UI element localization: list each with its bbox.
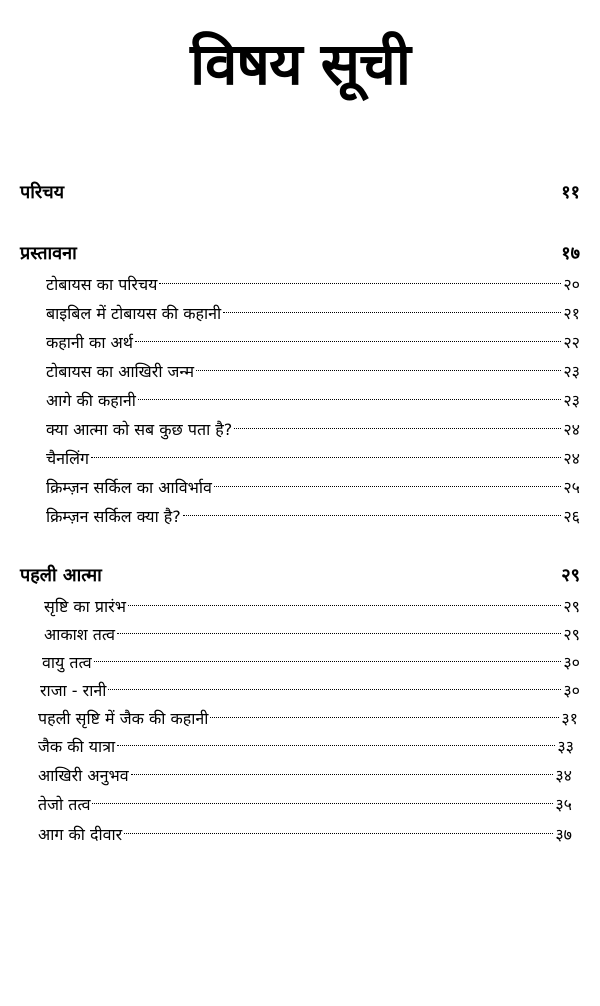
toc-section-pahli-aatma <box>0 562 600 844</box>
section-page-number: १७ <box>561 243 580 264</box>
entry-title: आग की दीवार <box>38 825 123 844</box>
toc-entry[interactable] <box>46 270 580 299</box>
toc-entry[interactable] <box>46 328 580 357</box>
dot-leader <box>108 689 561 690</box>
entry-title: टोबायस का आखिरी जन्म <box>46 362 195 381</box>
toc-entry[interactable] <box>44 592 580 621</box>
toc-entry[interactable] <box>38 704 578 733</box>
toc-entry[interactable] <box>44 620 580 649</box>
dot-leader <box>91 457 561 458</box>
dot-leader <box>94 661 562 662</box>
entry-title: आकाश तत्व <box>44 625 116 644</box>
toc-entry[interactable] <box>46 299 580 328</box>
toc-entry[interactable] <box>38 820 572 849</box>
entry-page-number: २५ <box>563 478 580 497</box>
entry-title: पहली सृष्टि में जैक की कहानी <box>38 709 209 728</box>
toc-section-prastavana <box>0 240 600 526</box>
dot-leader <box>196 370 561 371</box>
entry-title: सृष्टि का प्रारंभ <box>44 597 126 616</box>
entry-page-number: ३० <box>563 681 580 700</box>
entry-page-number: ३१ <box>561 709 578 728</box>
section-page-number: २९ <box>561 565 580 586</box>
entry-title: आगे की कहानी <box>46 391 136 410</box>
entry-page-number: ३५ <box>555 795 572 814</box>
toc-entry[interactable] <box>46 473 580 502</box>
entry-title: वायु तत्व <box>42 653 92 672</box>
entry-title: राजा - रानी <box>40 681 107 700</box>
entry-page-number: २१ <box>563 304 580 323</box>
entry-page-number: ३४ <box>555 766 572 785</box>
dot-leader <box>138 399 561 400</box>
toc-entry[interactable] <box>38 732 574 761</box>
entry-page-number: २४ <box>563 449 580 468</box>
dot-leader <box>159 283 561 284</box>
dot-leader <box>117 633 561 634</box>
toc-entry[interactable] <box>46 444 580 473</box>
toc-entry[interactable] <box>46 415 580 444</box>
page-title: विषय सूची <box>190 30 410 98</box>
toc-entry[interactable] <box>46 357 580 386</box>
dot-leader <box>214 486 561 487</box>
entry-page-number: २२ <box>563 333 580 352</box>
section-heading <box>0 562 600 590</box>
dot-leader <box>183 515 562 516</box>
dot-leader <box>210 717 559 718</box>
section-heading <box>0 179 600 207</box>
entry-title: बाइबिल में टोबायस की कहानी <box>46 304 222 323</box>
entry-title: कहानी का अर्थ <box>46 333 134 352</box>
toc-entry[interactable] <box>42 648 580 677</box>
section-page-number: ११ <box>561 182 580 203</box>
entry-title: चैनलिंग <box>46 449 90 468</box>
section-label: पहली आत्मा <box>20 565 102 586</box>
dot-leader <box>223 312 561 313</box>
toc-entry[interactable] <box>46 386 580 415</box>
dot-leader <box>135 341 561 342</box>
entry-title: क्या आत्मा को सब कुछ पता है? <box>46 420 233 439</box>
section-label: प्रस्तावना <box>20 243 77 264</box>
entry-title: तेजो तत्व <box>38 795 91 814</box>
toc-entry[interactable] <box>46 502 580 531</box>
toc-entry[interactable] <box>38 790 572 819</box>
entry-title: आखिरी अनुभव <box>38 766 129 785</box>
dot-leader <box>131 774 554 775</box>
entry-page-number: ३७ <box>555 825 572 844</box>
entry-page-number: ३३ <box>557 737 574 756</box>
entry-title: क्रिम्ज़न सर्किल का आविर्भाव <box>46 478 212 497</box>
entry-page-number: २० <box>563 275 580 294</box>
section-label: परिचय <box>20 182 65 203</box>
entry-title: टोबायस का परिचय <box>46 275 158 294</box>
entry-page-number: २४ <box>563 420 580 439</box>
entry-title: जैक की यात्रा <box>38 737 116 756</box>
toc-section-parichay <box>0 179 600 207</box>
dot-leader <box>117 745 555 746</box>
dot-leader <box>128 605 561 606</box>
toc-entry[interactable] <box>40 676 580 705</box>
section-heading <box>0 240 600 268</box>
entry-page-number: ३० <box>563 653 580 672</box>
entry-title: क्रिम्ज़न सर्किल क्या है? <box>46 507 181 526</box>
entry-page-number: २३ <box>563 362 580 381</box>
dot-leader <box>124 833 553 834</box>
entry-page-number: २९ <box>563 625 580 644</box>
entry-page-number: २३ <box>563 391 580 410</box>
dot-leader <box>234 428 561 429</box>
entry-page-number: २९ <box>563 597 580 616</box>
dot-leader <box>92 803 553 804</box>
entry-page-number: २६ <box>563 507 580 526</box>
toc-entry[interactable] <box>38 761 572 790</box>
